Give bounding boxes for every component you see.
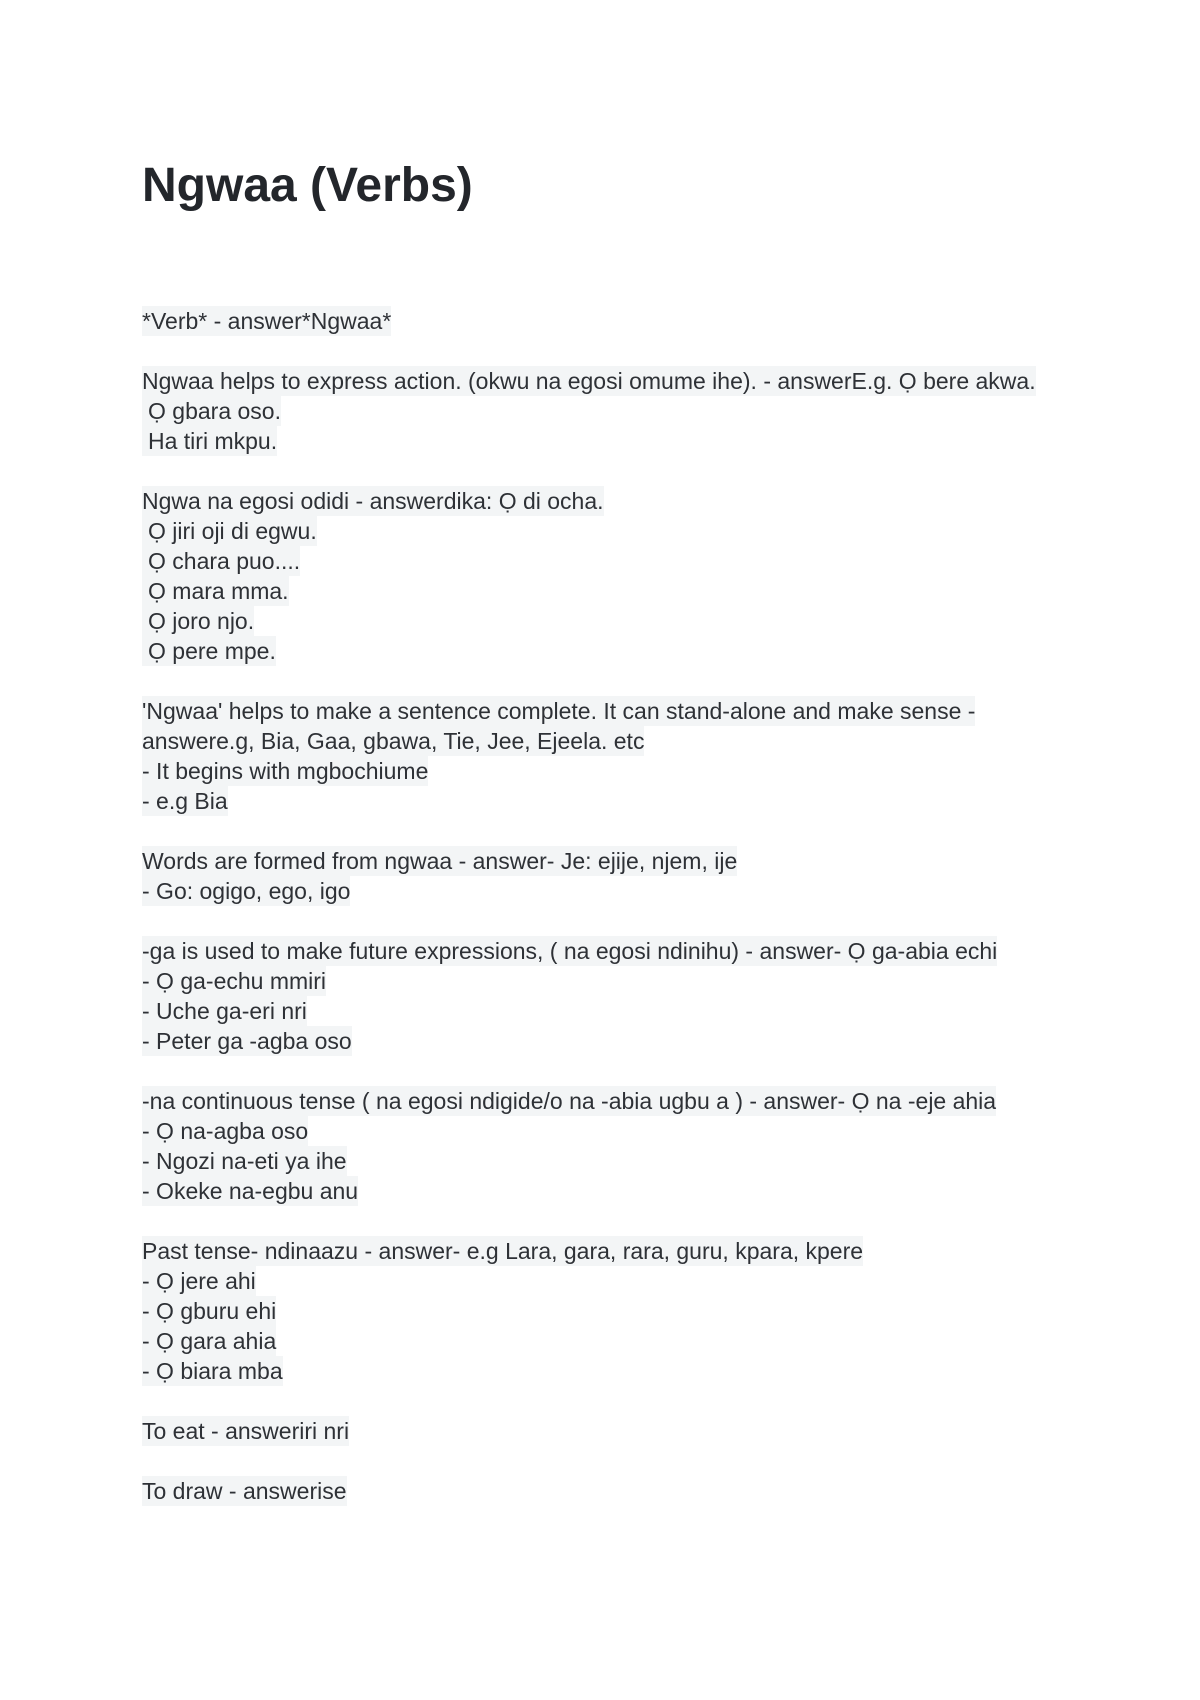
flashcard-line: Ngwaa helps to express action. (okwu na egosi omume ihe). - answerE.g. Ọ bere akwa. [142, 368, 1036, 394]
flashcard-line: - Peter ga -agba oso [142, 1028, 352, 1054]
flashcard-line: Ngwa na egosi odidi - answerdika: Ọ di ocha. [142, 488, 604, 514]
flashcard-line: - Ọ jere ahi [142, 1268, 256, 1294]
flashcard-line: - Ọ ga-echu mmiri [142, 968, 327, 994]
flashcard-line: answere.g, Bia, Gaa, gbawa, Tie, Jee, Ejeela. etc [142, 728, 645, 754]
flashcard-line: - It begins with mgbochiume [142, 758, 429, 784]
flashcard-block [142, 1086, 1082, 1206]
flashcard-line: Ọ pere mpe. [142, 636, 276, 666]
flashcard-line: - Ọ gara ahia [142, 1328, 277, 1354]
flashcard-list [142, 306, 1082, 1506]
flashcard-line: - Ọ gburu ehi [142, 1298, 277, 1324]
flashcard-line: Ọ chara puo.... [142, 546, 300, 576]
document-title: Ngwaa (Verbs) [142, 159, 473, 212]
flashcard-line: - Ọ biara mba [142, 1358, 283, 1384]
flashcard-block [142, 1236, 1082, 1386]
flashcard-line: - Okeke na-egbu anu [142, 1178, 359, 1204]
flashcard-line: Past tense- ndinaazu - answer- e.g Lara, gara, rara, guru, kpara, kpere [142, 1238, 864, 1264]
flashcard-line: - Uche ga-eri nri [142, 998, 307, 1024]
flashcard-line: - Ọ na-agba oso [142, 1118, 309, 1144]
flashcard-block [142, 306, 1082, 336]
flashcard-line: Ọ gbara oso. [142, 396, 281, 426]
flashcard-line: Ha tiri mkpu. [142, 426, 277, 456]
flashcard-block [142, 1476, 1082, 1506]
flashcard-line: *Verb* - answer*Ngwaa* [142, 308, 392, 334]
flashcard-line: - Ngozi na-eti ya ihe [142, 1148, 347, 1174]
flashcard-block [142, 696, 1082, 816]
flashcard-line: -ga is used to make future expressions, ( na egosi ndinihu) - answer- Ọ ga-abia echi [142, 938, 998, 964]
flashcard-line: To eat - answeriri nri [142, 1418, 350, 1444]
flashcard-block [142, 846, 1082, 906]
flashcard-block [142, 486, 1082, 666]
document-page [142, 152, 1082, 1536]
flashcard-line: 'Ngwaa' helps to make a sentence complete. It can stand-alone and make sense - [142, 698, 976, 724]
flashcard-line: - e.g Bia [142, 788, 228, 814]
flashcard-line: Ọ joro njo. [142, 606, 254, 636]
flashcard-line: - Go: ogigo, ego, igo [142, 878, 351, 904]
flashcard-line: Ọ mara mma. [142, 576, 289, 606]
flashcard-block [142, 1416, 1082, 1446]
flashcard-line: Words are formed from ngwaa - answer- Je: ejije, njem, ije [142, 848, 738, 874]
flashcard-line: Ọ jiri oji di egwu. [142, 516, 317, 546]
flashcard-block [142, 366, 1082, 456]
flashcard-block [142, 936, 1082, 1056]
flashcard-line: To draw - answerise [142, 1478, 347, 1504]
flashcard-line: -na continuous tense ( na egosi ndigide/o na -abia ugbu a ) - answer- Ọ na -eje ahia [142, 1088, 997, 1114]
